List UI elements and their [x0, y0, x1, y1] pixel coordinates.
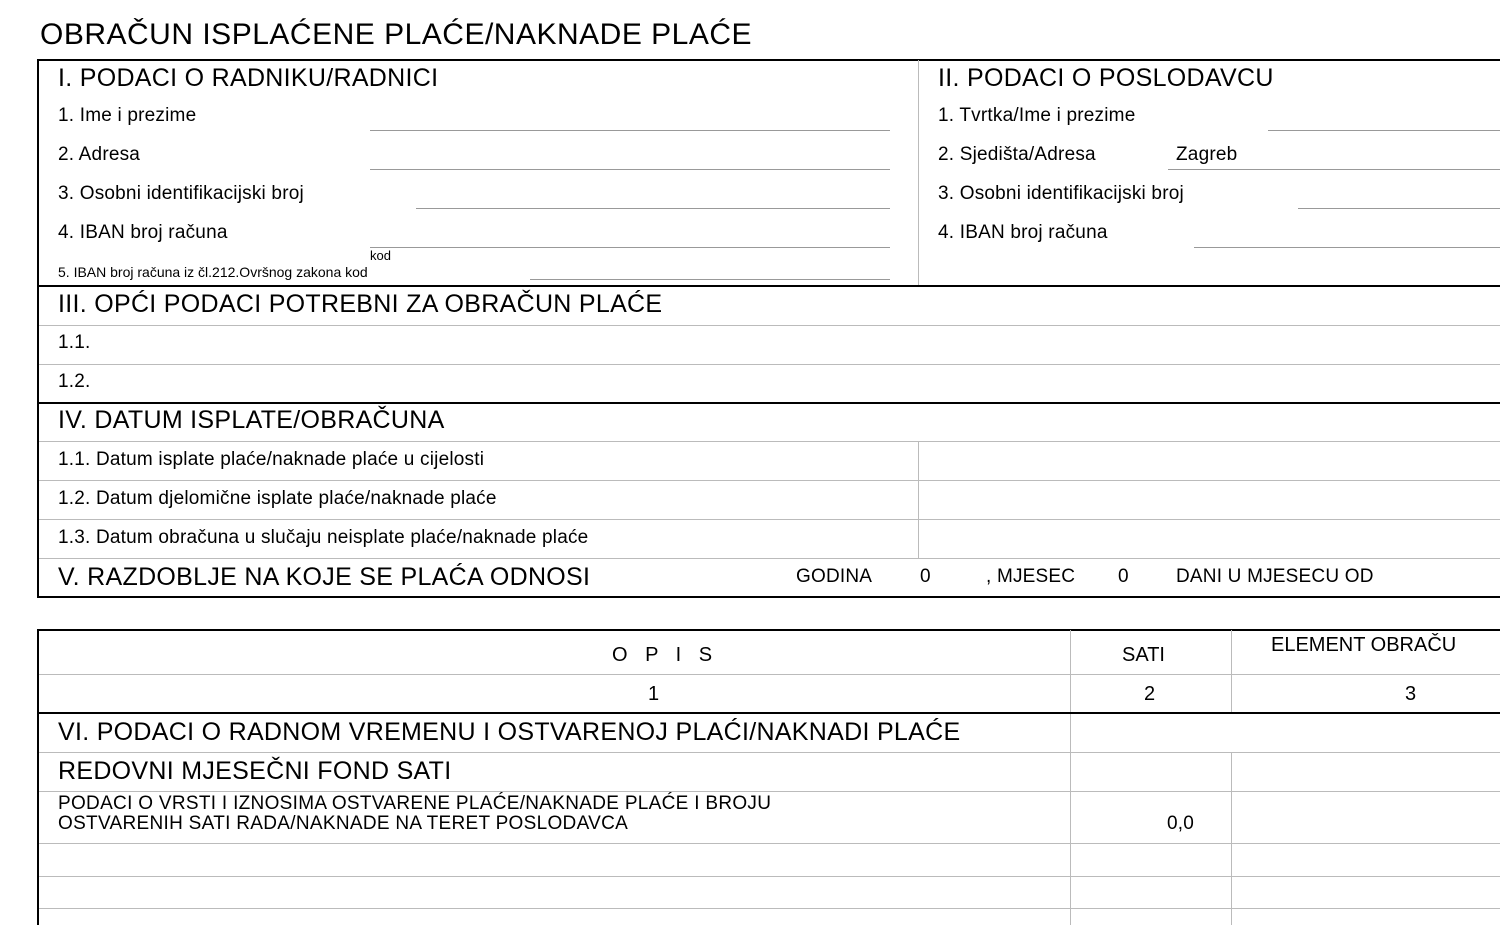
employer-iban-field[interactable]	[1194, 247, 1500, 248]
table-top-border	[37, 629, 1500, 631]
salary-details-line1: PODACI O VRSTI I IZNOSIMA OSTVARENE PLAĆE/NAKNADE PLAĆE I BROJU	[58, 793, 772, 814]
table-row-divider	[39, 908, 1500, 909]
form-title: OBRAČUN ISPLAĆENE PLAĆE/NAKNADE PLAĆE	[40, 18, 753, 51]
employer-oib-field[interactable]	[1298, 208, 1500, 209]
table-header-opis: O P I S	[612, 644, 719, 666]
table-row-divider	[39, 752, 1500, 753]
section4-column-divider	[918, 441, 919, 558]
table-section6-border	[37, 712, 1500, 714]
section3-top-border	[37, 285, 1500, 287]
calculation-date-field[interactable]	[920, 520, 1500, 558]
worker-iban2-field[interactable]	[530, 279, 890, 280]
section4-top-border	[37, 402, 1500, 404]
section2-heading: II. PODACI O POSLODAVCU	[938, 64, 1274, 92]
box-bottom-border	[37, 596, 1500, 598]
section3-row-1: 1.1.	[58, 332, 91, 353]
table-col-number-2: 2	[1144, 683, 1156, 705]
worker-oib-field[interactable]	[416, 208, 890, 209]
box-top-border	[37, 59, 1500, 61]
section3-row-2: 1.2.	[58, 371, 91, 392]
worker-address-label: 2. Adresa	[58, 144, 141, 165]
calculation-date-label: 1.3. Datum obračuna u slučaju neisplate plaće/naknade plaće	[58, 527, 589, 548]
employer-address-field[interactable]	[1168, 169, 1500, 170]
period-days-label: DANI U MJESECU OD	[1176, 566, 1374, 587]
section4-heading: IV. DATUM ISPLATE/OBRAČUNA	[58, 406, 445, 434]
period-month-value: 0	[1118, 566, 1129, 587]
worker-name-field[interactable]	[370, 130, 890, 131]
table-row-divider	[39, 843, 1500, 844]
payment-date-full-field[interactable]	[920, 442, 1500, 480]
section1-heading: I. PODACI O RADNIKU/RADNICI	[58, 64, 439, 92]
section6-heading: VI. PODACI O RADNOM VREMENU I OSTVARENOJ PLAĆI/NAKNADI PLAĆE	[58, 718, 961, 746]
table-header-element: ELEMENT OBRAČU	[1271, 634, 1457, 656]
salary-details-hours: 0,0	[1167, 813, 1195, 834]
table-row-divider	[39, 674, 1500, 675]
employer-oib-label: 3. Osobni identifikacijski broj	[938, 183, 1184, 204]
worker-iban2-kod: kod	[370, 248, 391, 263]
table-row-divider	[39, 791, 1500, 792]
monthly-fund-label: REDOVNI MJESEČNI FOND SATI	[58, 757, 452, 785]
worker-address-field[interactable]	[370, 169, 890, 170]
box-left-border	[37, 59, 39, 598]
section3-row-divider	[39, 364, 1500, 365]
salary-details-line2: OSTVARENIH SATI RADA/NAKNADE NA TERET POSLODAVCA	[58, 813, 629, 834]
employer-iban-label: 4. IBAN broj računa	[938, 222, 1108, 243]
section1-2-divider	[918, 60, 919, 286]
section3-heading: III. OPĆI PODACI POTREBNI ZA OBRAČUN PLAĆE	[58, 290, 663, 318]
table-col-number-3: 3	[1405, 683, 1417, 705]
employer-address-value: Zagreb	[1176, 144, 1238, 165]
employer-name-field[interactable]	[1268, 130, 1500, 131]
period-year-value: 0	[920, 566, 931, 587]
worker-iban2-label: 5. IBAN broj računa iz čl.212.Ovršnog zakona kod	[58, 264, 368, 280]
worker-oib-label: 3. Osobni identifikacijski broj	[58, 183, 304, 204]
worker-iban-field[interactable]	[370, 247, 890, 248]
table-col-divider	[1231, 630, 1232, 714]
employer-name-label: 1. Tvrtka/Ime i prezime	[938, 105, 1136, 126]
section5-heading: V. RAZDOBLJE NA KOJE SE PLAĆA ODNOSI	[58, 563, 591, 591]
period-month-label: , MJESEC	[986, 566, 1076, 587]
section5-top-border	[39, 558, 1500, 559]
period-year-label: GODINA	[796, 566, 873, 587]
payment-date-partial-field[interactable]	[920, 481, 1500, 519]
payment-date-partial-label: 1.2. Datum djelomične isplate plaće/naknade plaće	[58, 488, 497, 509]
worker-iban-label: 4. IBAN broj računa	[58, 222, 228, 243]
table-row-divider	[39, 876, 1500, 877]
employer-address-label: 2. Sjedišta/Adresa	[938, 144, 1096, 165]
payment-date-full-label: 1.1. Datum isplate plaće/naknade plaće u cijelosti	[58, 449, 485, 470]
section3-row-divider	[39, 325, 1500, 326]
table-header-sati: SATI	[1122, 644, 1165, 666]
table-col-divider	[1231, 752, 1232, 925]
table-col-number-1: 1	[648, 683, 660, 705]
worker-name-label: 1. Ime i prezime	[58, 105, 197, 126]
